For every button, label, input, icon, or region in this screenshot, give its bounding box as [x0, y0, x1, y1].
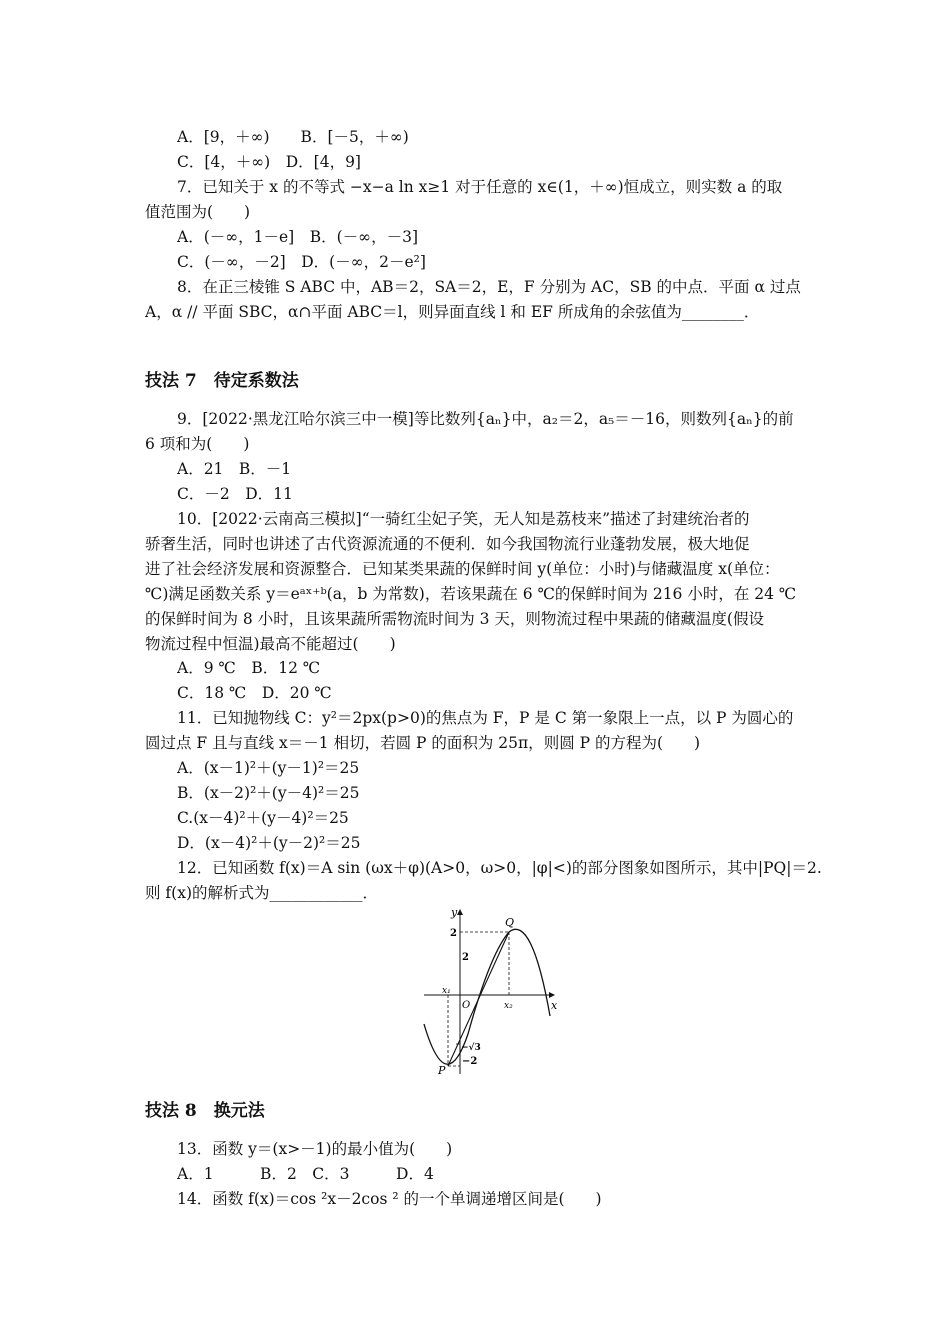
q13-stem: 13．函数 y＝(x>－1)的最小值为( ) — [177, 1140, 453, 1158]
tick-neg-sqrt3-label: −√3 — [461, 1043, 481, 1053]
q12-stem-line2: 则 f(x)的解析式为____________． — [145, 884, 379, 902]
q11-option-d: D．(x－4)²＋(y－2)²＝25 — [177, 834, 361, 852]
q14-stem: 14．函数 f(x)＝cos ²x－2cos ² 的一个单调递增区间是( ) — [177, 1190, 602, 1208]
q10-options-cd: C．18 ℃ D．20 ℃ — [177, 684, 332, 702]
y-axis-label: y — [451, 906, 458, 919]
q10-stem-line2: 骄奢生活，同时也讲述了古代资源流通的不便利．如今我国物流行业蓬勃发展，极大地促 — [145, 535, 750, 553]
q11-option-b: B．(x－2)²＋(y－4)²＝25 — [177, 784, 360, 802]
q9-stem-line1: 9．[2022·黑龙江哈尔滨三中一模]等比数列{aₙ}中，a₂＝2，a₅＝－16，则数列{aₙ}的前 — [177, 410, 794, 428]
q8-stem-line2: A，α // 平面 SBC，α∩平面 ABC＝l，则异面直线 l 和 EF 所成角的余弦值为________． — [145, 303, 760, 321]
x-axis-label: x — [551, 999, 558, 1012]
q10-stem-line3: 进了社会经济发展和资源整合．已知某类果蔬的保鲜时间 y(单位：小时)与储藏温度 x(单位： — [145, 560, 780, 578]
q9-stem-line2: 6 项和为( ) — [145, 435, 250, 453]
q10-stem-line1: 10．[2022·云南高三模拟]“一骑红尘妃子笑，无人知是荔枝来”描述了封建统治者的 — [177, 510, 750, 528]
tick-neg2-label: −2 — [462, 1056, 478, 1067]
point-p-label: P — [438, 1064, 446, 1076]
q10-options-ab: A．9 ℃ B．12 ℃ — [177, 659, 321, 677]
q7-options-ab: A．(－∞，1－e] B．(－∞，－3] — [177, 228, 418, 246]
q10-stem-line5: 的保鲜时间为 8 小时，且该果蔬所需物流时间为 3 天，则物流过程中果蔬的储藏温度(假设 — [145, 610, 764, 628]
q11-stem-line1: 11．已知抛物线 C：y²＝2px(p>0)的焦点为 F，P 是 C 第一象限上一点，以 P 为圆心的 — [177, 709, 794, 727]
q11-stem-line2: 圆过点 F 且与直线 x＝－1 相切，若圆 P 的面积为 25π，则圆 P 的方程为( ) — [145, 734, 701, 752]
q8-stem-line1: 8．在正三棱锥 S ABC 中，AB＝2，SA＝2，E，F 分别为 AC，SB 的中点．平面 α 过点 — [177, 278, 801, 296]
q7-stem-line2: 值范围为( ) — [145, 203, 251, 221]
q9-options-ab: A．21 B．－1 — [177, 460, 292, 478]
sine-curve — [424, 929, 550, 1064]
tick-x2-label: x₂ — [504, 1001, 513, 1011]
q6-options-ab: A．[9，＋∞) B．[－5，＋∞) — [177, 128, 409, 146]
tick-2-top-label: 2 — [450, 928, 457, 939]
q11-option-a: A．(x－1)²＋(y－1)²＝25 — [177, 759, 360, 777]
sine-graph-figure — [420, 904, 560, 1076]
q13-options: A．1 B．2 C．3 D．4 — [177, 1165, 434, 1183]
tick-2-mid-label: 2 — [462, 952, 469, 963]
section-heading-7: 技法 7 待定系数法 — [145, 371, 299, 391]
q11-option-c: C.(x－4)²＋(y－4)²＝25 — [177, 809, 349, 827]
section-heading-8: 技法 8 换元法 — [145, 1101, 265, 1121]
q7-options-cd: C．(－∞，－2] D．(－∞，2－e²] — [177, 253, 426, 271]
point-q-label: Q — [505, 916, 515, 929]
q10-stem-line4: ℃)满足函数关系 y＝eᵃˣ⁺ᵇ(a，b 为常数)，若该果蔬在 6 ℃的保鲜时间为 216 小时，在 24 ℃ — [145, 585, 797, 603]
origin-label: O — [462, 1000, 471, 1011]
q10-stem-line6: 物流过程中恒温)最高不能超过( ) — [145, 635, 396, 653]
q6-options-cd: C．[4，＋∞) D．[4，9] — [177, 153, 361, 171]
q9-options-cd: C．－2 D．11 — [177, 485, 293, 503]
q7-stem-line1: 7．已知关于 x 的不等式 −x−a ln x≥1 对于任意的 x∈(1，＋∞)恒成立，则实数 a 的取 — [177, 178, 783, 196]
q12-stem-line1: 12．已知函数 f(x)＝A sin (ωx＋φ)(A>0，ω>0，|φ|<)的部分图象如图所示，其中|PQ|＝2. — [177, 859, 822, 877]
tick-x1-label: x₁ — [442, 986, 451, 996]
